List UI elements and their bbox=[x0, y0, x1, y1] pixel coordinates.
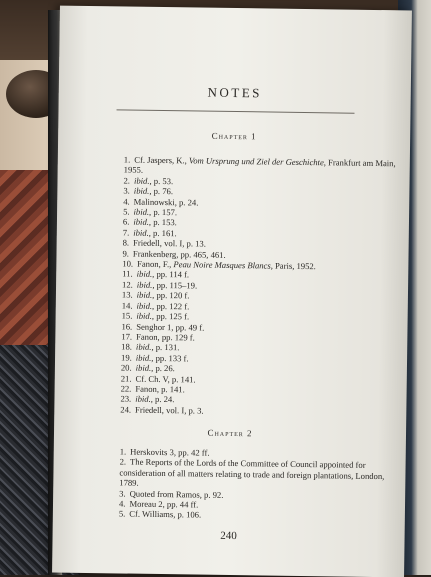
chapter-2-heading: Chapter 2 bbox=[207, 427, 253, 439]
book-page bbox=[52, 6, 412, 577]
note-number: 10. bbox=[122, 258, 134, 269]
chapter-1-heading: Chapter 1 bbox=[211, 130, 257, 142]
note-number: 3. bbox=[123, 185, 130, 196]
note-text: Friedell, vol. I, p. 13. bbox=[133, 237, 206, 249]
note-number: 4. bbox=[118, 498, 126, 509]
title-rule bbox=[117, 109, 355, 113]
note-title-italic: ibid. bbox=[136, 269, 153, 280]
page-title: NOTES bbox=[207, 84, 263, 101]
note-number: 22. bbox=[120, 383, 132, 394]
note-title-italic: ibid. bbox=[136, 279, 153, 290]
note-text-after: , pp. 122 f. bbox=[152, 300, 190, 312]
note-number: 16. bbox=[121, 320, 133, 332]
note-title-italic: ibid. bbox=[133, 227, 149, 238]
note-title-italic: ibid. bbox=[133, 185, 150, 197]
note-text-after: , p. 161. bbox=[148, 227, 177, 239]
note-title-italic: ibid. bbox=[135, 341, 152, 353]
note-number: 2. bbox=[123, 175, 131, 186]
note-title-italic: ibid. bbox=[136, 289, 153, 301]
note-title-italic: ibid. bbox=[136, 310, 153, 321]
note-text: The Reports of the Lords of the Committee of Council appointed for consideration of all matters relating to trade and foreign plantations, London, 1789. bbox=[119, 457, 385, 488]
note-text-after: , pp. 125 f. bbox=[151, 310, 190, 322]
note-text-after: , p. 153. bbox=[148, 217, 177, 228]
note-number: 24. bbox=[120, 404, 132, 415]
note-title-italic: Peau Noire Masques Blancs bbox=[173, 259, 271, 271]
note-number: 11. bbox=[122, 268, 133, 280]
note-number: 5. bbox=[118, 508, 126, 519]
note-text: Cf. Jaspers, K., bbox=[134, 154, 190, 166]
note-item bbox=[119, 457, 391, 492]
note-text-after: , p. 24. bbox=[150, 394, 175, 405]
note-title-italic: Vom Ursprung und Ziel der Geschichte bbox=[188, 155, 324, 168]
note-number: 1. bbox=[123, 154, 131, 165]
note-number: 13. bbox=[121, 289, 133, 300]
note-text: Senghor 1, pp. 49 f. bbox=[136, 321, 205, 333]
note-title-italic: ibid. bbox=[133, 206, 150, 217]
note-text: Friedell, vol. I, p. 3. bbox=[135, 404, 204, 416]
note-text-after: , p. 76. bbox=[149, 186, 174, 197]
note-text: Quoted from Ramos, p. 92. bbox=[129, 488, 224, 500]
note-text: Fanon, pp. 129 f. bbox=[136, 331, 195, 343]
note-text-after: , p. 53. bbox=[149, 175, 174, 186]
note-number: 23. bbox=[120, 393, 132, 404]
note-title-italic: ibid. bbox=[133, 175, 150, 186]
page-number: 240 bbox=[220, 529, 237, 543]
note-text-after: , pp. 120 f. bbox=[152, 290, 190, 301]
note-text-after: , Frankfurt am Main, 1955. bbox=[123, 157, 396, 176]
note-text: Moreau 2, pp. 44 ff. bbox=[129, 498, 199, 510]
note-text-after: , p. 157. bbox=[149, 206, 178, 218]
chapter-2-notes bbox=[119, 446, 392, 523]
note-text: Cf. Ch. V, p. 141. bbox=[135, 373, 196, 385]
note-text: Fanon, F., bbox=[137, 258, 174, 270]
note-title-italic: ibid. bbox=[135, 352, 152, 363]
note-text: Malinowski, p. 24. bbox=[133, 196, 199, 208]
note-text-after: , Paris, 1952. bbox=[270, 260, 316, 272]
note-text: Herskovits 3, pp. 42 ff. bbox=[130, 446, 210, 458]
note-text-after: , p. 26. bbox=[151, 363, 175, 374]
note-text: Frankenberg, pp. 465, 461. bbox=[132, 248, 226, 260]
note-number: 9. bbox=[122, 248, 130, 259]
note-number: 3. bbox=[119, 488, 126, 499]
chapter-1-notes bbox=[120, 154, 396, 418]
note-number: 6. bbox=[122, 216, 130, 227]
note-title-italic: ibid. bbox=[135, 394, 151, 405]
note-number: 12. bbox=[122, 279, 133, 290]
note-text-after: , pp. 133 f. bbox=[151, 352, 189, 364]
note-number: 2. bbox=[119, 456, 127, 467]
note-text-after: , p. 131. bbox=[151, 342, 180, 353]
note-number: 18. bbox=[121, 341, 133, 352]
note-number: 17. bbox=[121, 331, 133, 342]
note-number: 14. bbox=[121, 300, 133, 311]
note-text: Cf. Williams, p. 106. bbox=[129, 509, 202, 521]
note-number: 8. bbox=[122, 237, 130, 248]
note-number: 20. bbox=[120, 362, 132, 373]
note-title-italic: ibid. bbox=[133, 217, 150, 228]
note-number: 21. bbox=[120, 372, 132, 384]
note-number: 1. bbox=[119, 446, 127, 457]
note-number: 5. bbox=[123, 206, 130, 217]
note-number: 4. bbox=[123, 196, 130, 207]
note-text: Fanon, p. 141. bbox=[135, 383, 185, 395]
note-title-italic: ibid. bbox=[136, 300, 153, 311]
note-title-italic: ibid. bbox=[135, 362, 152, 374]
note-number: 15. bbox=[121, 310, 133, 321]
note-text-after: , pp. 114 f. bbox=[152, 269, 190, 280]
note-number: 7. bbox=[122, 227, 130, 238]
note-text-after: , pp. 115–19. bbox=[152, 279, 198, 291]
note-number: 19. bbox=[121, 352, 132, 363]
